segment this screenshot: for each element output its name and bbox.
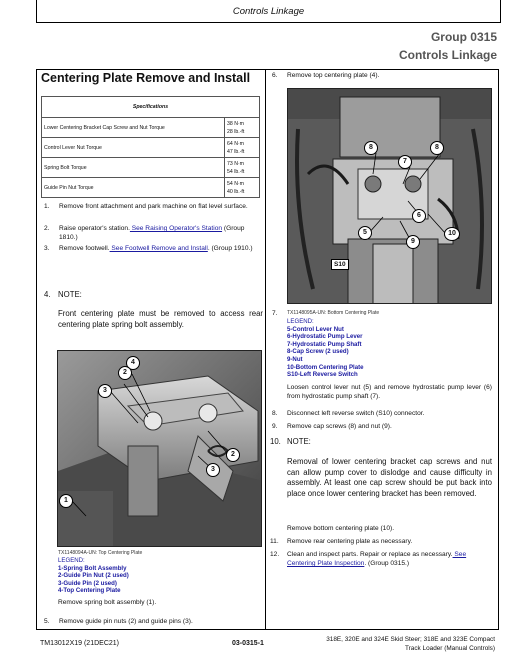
- spec-name: Lower Centering Bracket Cap Screw and Nut Torque: [42, 118, 225, 138]
- table-row: [42, 158, 260, 178]
- note-text: Removal of lower centering bracket cap screws and nut can allow pump cover to dislodge and cause difficulty in assembly. At least one cap screw should be put back into place once lower centering bracket has been removed.: [287, 457, 492, 498]
- callout-2: 2: [226, 448, 240, 462]
- legend-item: 9-Nut: [287, 355, 303, 363]
- legend-item: 4-Top Centering Plate: [58, 587, 121, 595]
- legend-item: 7-Hydrostatic Pump Shaft: [287, 340, 362, 348]
- step-number: 7.: [272, 310, 278, 317]
- specifications-table: [41, 96, 260, 198]
- bottom-centering-plate-photo: [287, 88, 492, 304]
- note-label: NOTE:: [287, 437, 311, 446]
- callout-8: 8: [364, 141, 378, 155]
- callout-10: 10: [444, 227, 460, 241]
- spec-value-imperial: 40 lb.-ft: [227, 188, 245, 195]
- step-number: 12.: [270, 551, 280, 558]
- figure-legend: [58, 557, 129, 595]
- spec-value-metric: 73 N·m: [227, 160, 245, 167]
- raising-operators-station-link[interactable]: See Raising Operator's Station: [129, 225, 223, 232]
- footer-doc-id: TM13012X19 (21DEC21): [40, 640, 119, 647]
- spec-name: Guide Pin Nut Torque: [42, 178, 225, 198]
- callout-3: 3: [98, 384, 112, 398]
- spec-value-metric: 38 N·m: [227, 120, 245, 127]
- table-row: [42, 118, 260, 138]
- step-text: Remove footwell. See Footwell Remove and Install. (Group 1910.): [59, 245, 253, 252]
- footer-model: [285, 636, 495, 653]
- step-number: 4.: [44, 290, 51, 299]
- running-header: [36, 0, 501, 23]
- legend-item: 6-Hydrostatic Pump Lever: [287, 333, 363, 341]
- footwell-remove-install-link[interactable]: See Footwell Remove and Install: [109, 245, 208, 252]
- step-text: Clean and inspect parts. Repair or replace as necessary. See Centering Plate Inspection. (Group 0315.): [287, 551, 467, 567]
- callout-3: 3: [206, 463, 220, 477]
- spec-value-imperial: 47 lb.-ft: [227, 148, 245, 155]
- step-text: Loosen control lever nut (5) and remove hydrostatic pump lever (6) from hydrostatic pump shaft (7).: [287, 384, 492, 400]
- step-number: 2.: [44, 225, 50, 232]
- step-number: 11.: [270, 538, 279, 545]
- step-number: 3.: [44, 245, 50, 252]
- footer-model-line2: Track Loader (Manual Controls): [405, 644, 495, 652]
- step-number: 8.: [272, 410, 278, 417]
- step-number: 1.: [44, 203, 50, 210]
- step-text: Remove cap screws (8) and nut (9).: [287, 423, 392, 430]
- top-centering-plate-photo: [57, 350, 262, 547]
- callout-5: 5: [358, 226, 372, 240]
- step-number: 9.: [272, 423, 278, 430]
- legend-item: 10-Bottom Centering Plate: [287, 363, 364, 371]
- step-text: Remove spring bolt assembly (1).: [58, 599, 157, 606]
- legend-item: 8-Cap Screw (2 used): [287, 348, 349, 356]
- running-header-title: Controls Linkage: [232, 6, 305, 17]
- step-text: Remove front attachment and park machine on flat level surface.: [59, 203, 248, 210]
- bottom-centering-plate-illustration: [288, 89, 492, 304]
- spec-name: Control Lever Nut Torque: [42, 138, 225, 158]
- legend-title: LEGEND:: [287, 318, 314, 325]
- callout-7: 7: [398, 155, 412, 169]
- step-text: Remove top centering plate (4).: [287, 72, 380, 79]
- step-number: 10.: [270, 437, 281, 446]
- spec-value-imperial: 54 lb.-ft: [227, 168, 245, 175]
- step-text: Remove bottom centering plate (10).: [287, 525, 395, 532]
- legend-title: LEGEND:: [58, 557, 85, 564]
- specifications-title: Specifications: [42, 97, 260, 118]
- callout-1: 1: [59, 494, 73, 508]
- section-title: Centering Plate Remove and Install: [41, 71, 251, 85]
- figure-caption: TX1148095A-UN: Bottom Centering Plate: [287, 310, 380, 316]
- footer-page-number: 03-0315-1: [232, 640, 264, 647]
- step-text: Remove rear centering plate as necessary.: [287, 538, 413, 545]
- callout-2: 2: [118, 366, 132, 380]
- table-row: [42, 178, 260, 198]
- callout-6: 6: [412, 209, 426, 223]
- spec-value-metric: 54 N·m: [227, 180, 245, 187]
- step-number: 6.: [272, 72, 278, 79]
- legend-item: 5-Control Lever Nut: [287, 325, 344, 333]
- figure-legend: [287, 318, 364, 379]
- legend-item: 3-Guide Pin (2 used): [58, 579, 117, 587]
- callout-s10: S10: [331, 259, 349, 270]
- legend-item: S10-Left Reverse Switch: [287, 371, 358, 379]
- group-title: Controls Linkage: [398, 48, 497, 62]
- step-text: Disconnect left reverse switch (S10) connector.: [287, 410, 425, 417]
- centering-plate-inspection-link[interactable]: See Centering Plate Inspection: [287, 551, 467, 567]
- callout-9: 9: [406, 235, 420, 249]
- spec-value-imperial: 28 lb.-ft: [227, 128, 245, 135]
- callout-8: 8: [430, 141, 444, 155]
- spec-name: Spring Bolt Torque: [42, 158, 225, 178]
- footer-model-line1: 318E, 320E and 324E Skid Steer; 318E and 323E Compact: [326, 636, 495, 643]
- group-number: Group 0315: [430, 30, 497, 44]
- legend-item: 2-Guide Pin Nut (2 used): [58, 572, 129, 580]
- step-number: 5.: [44, 618, 50, 625]
- figure-caption: TX1148094A-UN: Top Centering Plate: [58, 550, 143, 556]
- step-text: Remove guide pin nuts (2) and guide pins (3).: [59, 618, 193, 625]
- note-text: Front centering plate must be removed to access rear centering plate spring bolt assembly.: [58, 309, 263, 329]
- spec-value-metric: 64 N·m: [227, 140, 245, 147]
- note-label: NOTE:: [58, 290, 82, 299]
- callout-4: 4: [126, 356, 140, 370]
- table-row: [42, 138, 260, 158]
- legend-item: 1-Spring Bolt Assembly: [58, 564, 127, 572]
- column-divider: [265, 69, 266, 630]
- step-text: Raise operator's station. See Raising Operator's Station (Group 1810.): [59, 225, 245, 241]
